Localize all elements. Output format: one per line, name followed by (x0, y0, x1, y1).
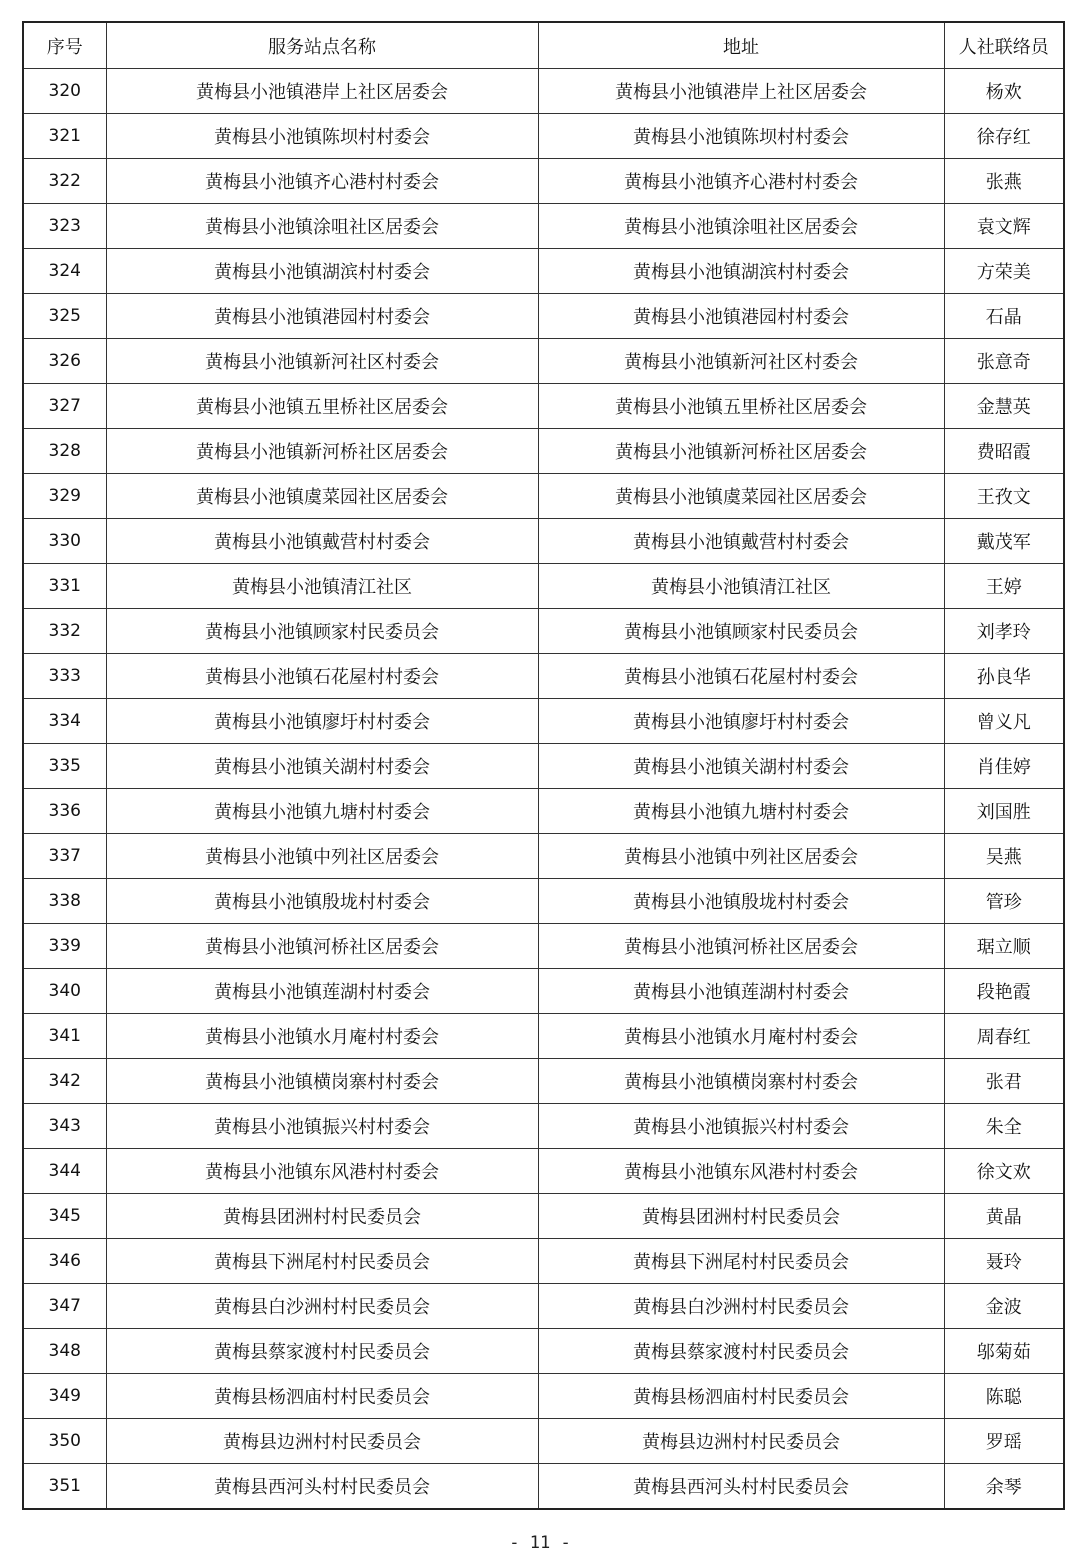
table-header (23, 22, 1064, 69)
cell-index: 347 (23, 1284, 106, 1329)
cell-liaison: 费昭霞 (944, 429, 1064, 474)
cell-station-name: 黄梅县小池镇振兴村村委会 (106, 1104, 538, 1149)
page-number: - 11 - (509, 1533, 571, 1553)
cell-station-name: 黄梅县团洲村村民委员会 (106, 1194, 538, 1239)
cell-address: 黄梅县杨泗庙村村民委员会 (538, 1374, 944, 1419)
cell-address: 黄梅县小池镇涂咀社区居委会 (538, 204, 944, 249)
cell-address: 黄梅县小池镇清江社区 (538, 564, 944, 609)
table-row (23, 1014, 1064, 1059)
cell-station-name: 黄梅县小池镇虞菜园社区居委会 (106, 474, 538, 519)
cell-address: 黄梅县蔡家渡村村民委员会 (538, 1329, 944, 1374)
table-row (23, 159, 1064, 204)
table-row (23, 519, 1064, 564)
cell-liaison: 刘孝玲 (944, 609, 1064, 654)
cell-index: 340 (23, 969, 106, 1014)
cell-station-name: 黄梅县小池镇横岗寨村村委会 (106, 1059, 538, 1104)
cell-station-name: 黄梅县小池镇顾家村民委员会 (106, 609, 538, 654)
cell-liaison: 肖佳婷 (944, 744, 1064, 789)
cell-liaison: 金慧英 (944, 384, 1064, 429)
cell-station-name: 黄梅县小池镇水月庵村村委会 (106, 1014, 538, 1059)
table-row (23, 1149, 1064, 1194)
cell-address: 黄梅县小池镇水月庵村村委会 (538, 1014, 944, 1059)
cell-liaison: 袁文辉 (944, 204, 1064, 249)
cell-index: 332 (23, 609, 106, 654)
table-row (23, 699, 1064, 744)
cell-liaison: 徐文欢 (944, 1149, 1064, 1194)
cell-index: 346 (23, 1239, 106, 1284)
cell-address: 黄梅县小池镇港园村村委会 (538, 294, 944, 339)
cell-station-name: 黄梅县杨泗庙村村民委员会 (106, 1374, 538, 1419)
cell-address: 黄梅县小池镇横岗寨村村委会 (538, 1059, 944, 1104)
cell-liaison: 陈聪 (944, 1374, 1064, 1419)
table-row (23, 789, 1064, 834)
cell-station-name: 黄梅县小池镇河桥社区居委会 (106, 924, 538, 969)
cell-address: 黄梅县小池镇殷垅村村委会 (538, 879, 944, 924)
table-row (23, 1239, 1064, 1284)
cell-station-name: 黄梅县小池镇戴营村村委会 (106, 519, 538, 564)
cell-index: 333 (23, 654, 106, 699)
cell-address: 黄梅县小池镇港岸上社区居委会 (538, 69, 944, 114)
table-row (23, 834, 1064, 879)
table-row (23, 744, 1064, 789)
cell-address: 黄梅县小池镇五里桥社区居委会 (538, 384, 944, 429)
cell-liaison: 朱全 (944, 1104, 1064, 1149)
cell-station-name: 黄梅县小池镇湖滨村村委会 (106, 249, 538, 294)
cell-address: 黄梅县小池镇石花屋村村委会 (538, 654, 944, 699)
cell-station-name: 黄梅县小池镇廖圩村村委会 (106, 699, 538, 744)
cell-index: 330 (23, 519, 106, 564)
table-row (23, 429, 1064, 474)
cell-station-name: 黄梅县白沙洲村村民委员会 (106, 1284, 538, 1329)
cell-station-name: 黄梅县小池镇新河社区村委会 (106, 339, 538, 384)
table-row (23, 609, 1064, 654)
cell-index: 331 (23, 564, 106, 609)
cell-index: 341 (23, 1014, 106, 1059)
cell-station-name: 黄梅县小池镇港岸上社区居委会 (106, 69, 538, 114)
cell-station-name: 黄梅县小池镇九塘村村委会 (106, 789, 538, 834)
cell-address: 黄梅县小池镇湖滨村村委会 (538, 249, 944, 294)
cell-address: 黄梅县小池镇河桥社区居委会 (538, 924, 944, 969)
cell-index: 335 (23, 744, 106, 789)
cell-index: 327 (23, 384, 106, 429)
cell-liaison: 周春红 (944, 1014, 1064, 1059)
cell-station-name: 黄梅县小池镇五里桥社区居委会 (106, 384, 538, 429)
cell-liaison: 杨欢 (944, 69, 1064, 114)
cell-liaison: 曾义凡 (944, 699, 1064, 744)
cell-station-name: 黄梅县小池镇莲湖村村委会 (106, 969, 538, 1014)
cell-station-name: 黄梅县小池镇陈坝村村委会 (106, 114, 538, 159)
header-row (23, 22, 1064, 69)
cell-address: 黄梅县小池镇中列社区居委会 (538, 834, 944, 879)
cell-index: 350 (23, 1419, 106, 1464)
cell-address: 黄梅县小池镇廖圩村村委会 (538, 699, 944, 744)
cell-address: 黄梅县边洲村村民委员会 (538, 1419, 944, 1464)
table-row (23, 474, 1064, 519)
cell-address: 黄梅县小池镇振兴村村委会 (538, 1104, 944, 1149)
table-row (23, 1284, 1064, 1329)
cell-index: 329 (23, 474, 106, 519)
cell-index: 343 (23, 1104, 106, 1149)
header-address: 地址 (538, 22, 944, 69)
cell-index: 345 (23, 1194, 106, 1239)
table-row (23, 924, 1064, 969)
cell-index: 322 (23, 159, 106, 204)
cell-index: 326 (23, 339, 106, 384)
cell-index: 338 (23, 879, 106, 924)
cell-index: 348 (23, 1329, 106, 1374)
table-body (23, 69, 1064, 1510)
header-index: 序号 (23, 22, 106, 69)
cell-station-name: 黄梅县小池镇新河桥社区居委会 (106, 429, 538, 474)
cell-address: 黄梅县小池镇新河社区村委会 (538, 339, 944, 384)
cell-index: 321 (23, 114, 106, 159)
cell-address: 黄梅县小池镇新河桥社区居委会 (538, 429, 944, 474)
cell-station-name: 黄梅县蔡家渡村村民委员会 (106, 1329, 538, 1374)
cell-address: 黄梅县小池镇齐心港村村委会 (538, 159, 944, 204)
table-row (23, 1194, 1064, 1239)
cell-liaison: 张意奇 (944, 339, 1064, 384)
cell-station-name: 黄梅县西河头村村民委员会 (106, 1464, 538, 1510)
cell-index: 349 (23, 1374, 106, 1419)
cell-liaison: 管珍 (944, 879, 1064, 924)
cell-liaison: 张君 (944, 1059, 1064, 1104)
cell-station-name: 黄梅县小池镇殷垅村村委会 (106, 879, 538, 924)
cell-address: 黄梅县小池镇关湖村村委会 (538, 744, 944, 789)
table-row (23, 654, 1064, 699)
cell-address: 黄梅县小池镇戴营村村委会 (538, 519, 944, 564)
cell-address: 黄梅县小池镇莲湖村村委会 (538, 969, 944, 1014)
table-row (23, 339, 1064, 384)
cell-address: 黄梅县白沙洲村村民委员会 (538, 1284, 944, 1329)
cell-liaison: 王孜文 (944, 474, 1064, 519)
cell-liaison: 黄晶 (944, 1194, 1064, 1239)
cell-index: 339 (23, 924, 106, 969)
cell-station-name: 黄梅县小池镇中列社区居委会 (106, 834, 538, 879)
cell-station-name: 黄梅县边洲村村民委员会 (106, 1419, 538, 1464)
cell-station-name: 黄梅县小池镇港园村村委会 (106, 294, 538, 339)
cell-address: 黄梅县小池镇东风港村村委会 (538, 1149, 944, 1194)
table-row (23, 69, 1064, 114)
table-row (23, 384, 1064, 429)
document-page (22, 21, 1063, 1510)
table-row (23, 1419, 1064, 1464)
cell-liaison: 方荣美 (944, 249, 1064, 294)
cell-liaison: 孙良华 (944, 654, 1064, 699)
cell-liaison: 琚立顺 (944, 924, 1064, 969)
table-row (23, 969, 1064, 1014)
cell-liaison: 聂玲 (944, 1239, 1064, 1284)
cell-index: 334 (23, 699, 106, 744)
cell-index: 337 (23, 834, 106, 879)
cell-index: 342 (23, 1059, 106, 1104)
cell-index: 336 (23, 789, 106, 834)
cell-address: 黄梅县西河头村村民委员会 (538, 1464, 944, 1510)
table-row (23, 1464, 1064, 1510)
cell-liaison: 刘国胜 (944, 789, 1064, 834)
cell-index: 323 (23, 204, 106, 249)
cell-station-name: 黄梅县小池镇涂咀社区居委会 (106, 204, 538, 249)
cell-station-name: 黄梅县小池镇齐心港村村委会 (106, 159, 538, 204)
cell-liaison: 石晶 (944, 294, 1064, 339)
table-row (23, 249, 1064, 294)
cell-index: 344 (23, 1149, 106, 1194)
header-liaison: 人社联络员 (944, 22, 1064, 69)
cell-index: 320 (23, 69, 106, 114)
cell-address: 黄梅县团洲村村民委员会 (538, 1194, 944, 1239)
cell-address: 黄梅县小池镇顾家村民委员会 (538, 609, 944, 654)
cell-liaison: 段艳霞 (944, 969, 1064, 1014)
table-row (23, 1374, 1064, 1419)
table-row (23, 114, 1064, 159)
cell-liaison: 金波 (944, 1284, 1064, 1329)
table-row (23, 294, 1064, 339)
cell-index: 351 (23, 1464, 106, 1510)
cell-address: 黄梅县小池镇九塘村村委会 (538, 789, 944, 834)
table-row (23, 879, 1064, 924)
cell-address: 黄梅县小池镇陈坝村村委会 (538, 114, 944, 159)
cell-address: 黄梅县小池镇虞菜园社区居委会 (538, 474, 944, 519)
cell-index: 324 (23, 249, 106, 294)
cell-liaison: 吴燕 (944, 834, 1064, 879)
cell-liaison: 余琴 (944, 1464, 1064, 1510)
cell-station-name: 黄梅县小池镇东风港村村委会 (106, 1149, 538, 1194)
cell-address: 黄梅县下洲尾村村民委员会 (538, 1239, 944, 1284)
header-station-name: 服务站点名称 (106, 22, 538, 69)
table-row (23, 1059, 1064, 1104)
cell-liaison: 张燕 (944, 159, 1064, 204)
table-row (23, 1104, 1064, 1149)
cell-liaison: 邬菊茹 (944, 1329, 1064, 1374)
cell-liaison: 徐存红 (944, 114, 1064, 159)
cell-liaison: 戴茂军 (944, 519, 1064, 564)
cell-index: 328 (23, 429, 106, 474)
cell-station-name: 黄梅县小池镇石花屋村村委会 (106, 654, 538, 699)
cell-station-name: 黄梅县下洲尾村村民委员会 (106, 1239, 538, 1284)
cell-station-name: 黄梅县小池镇关湖村村委会 (106, 744, 538, 789)
cell-index: 325 (23, 294, 106, 339)
cell-liaison: 王婷 (944, 564, 1064, 609)
table-row (23, 1329, 1064, 1374)
cell-liaison: 罗瑶 (944, 1419, 1064, 1464)
table-row (23, 204, 1064, 249)
cell-station-name: 黄梅县小池镇清江社区 (106, 564, 538, 609)
table-row (23, 564, 1064, 609)
service-station-table (22, 21, 1065, 1510)
